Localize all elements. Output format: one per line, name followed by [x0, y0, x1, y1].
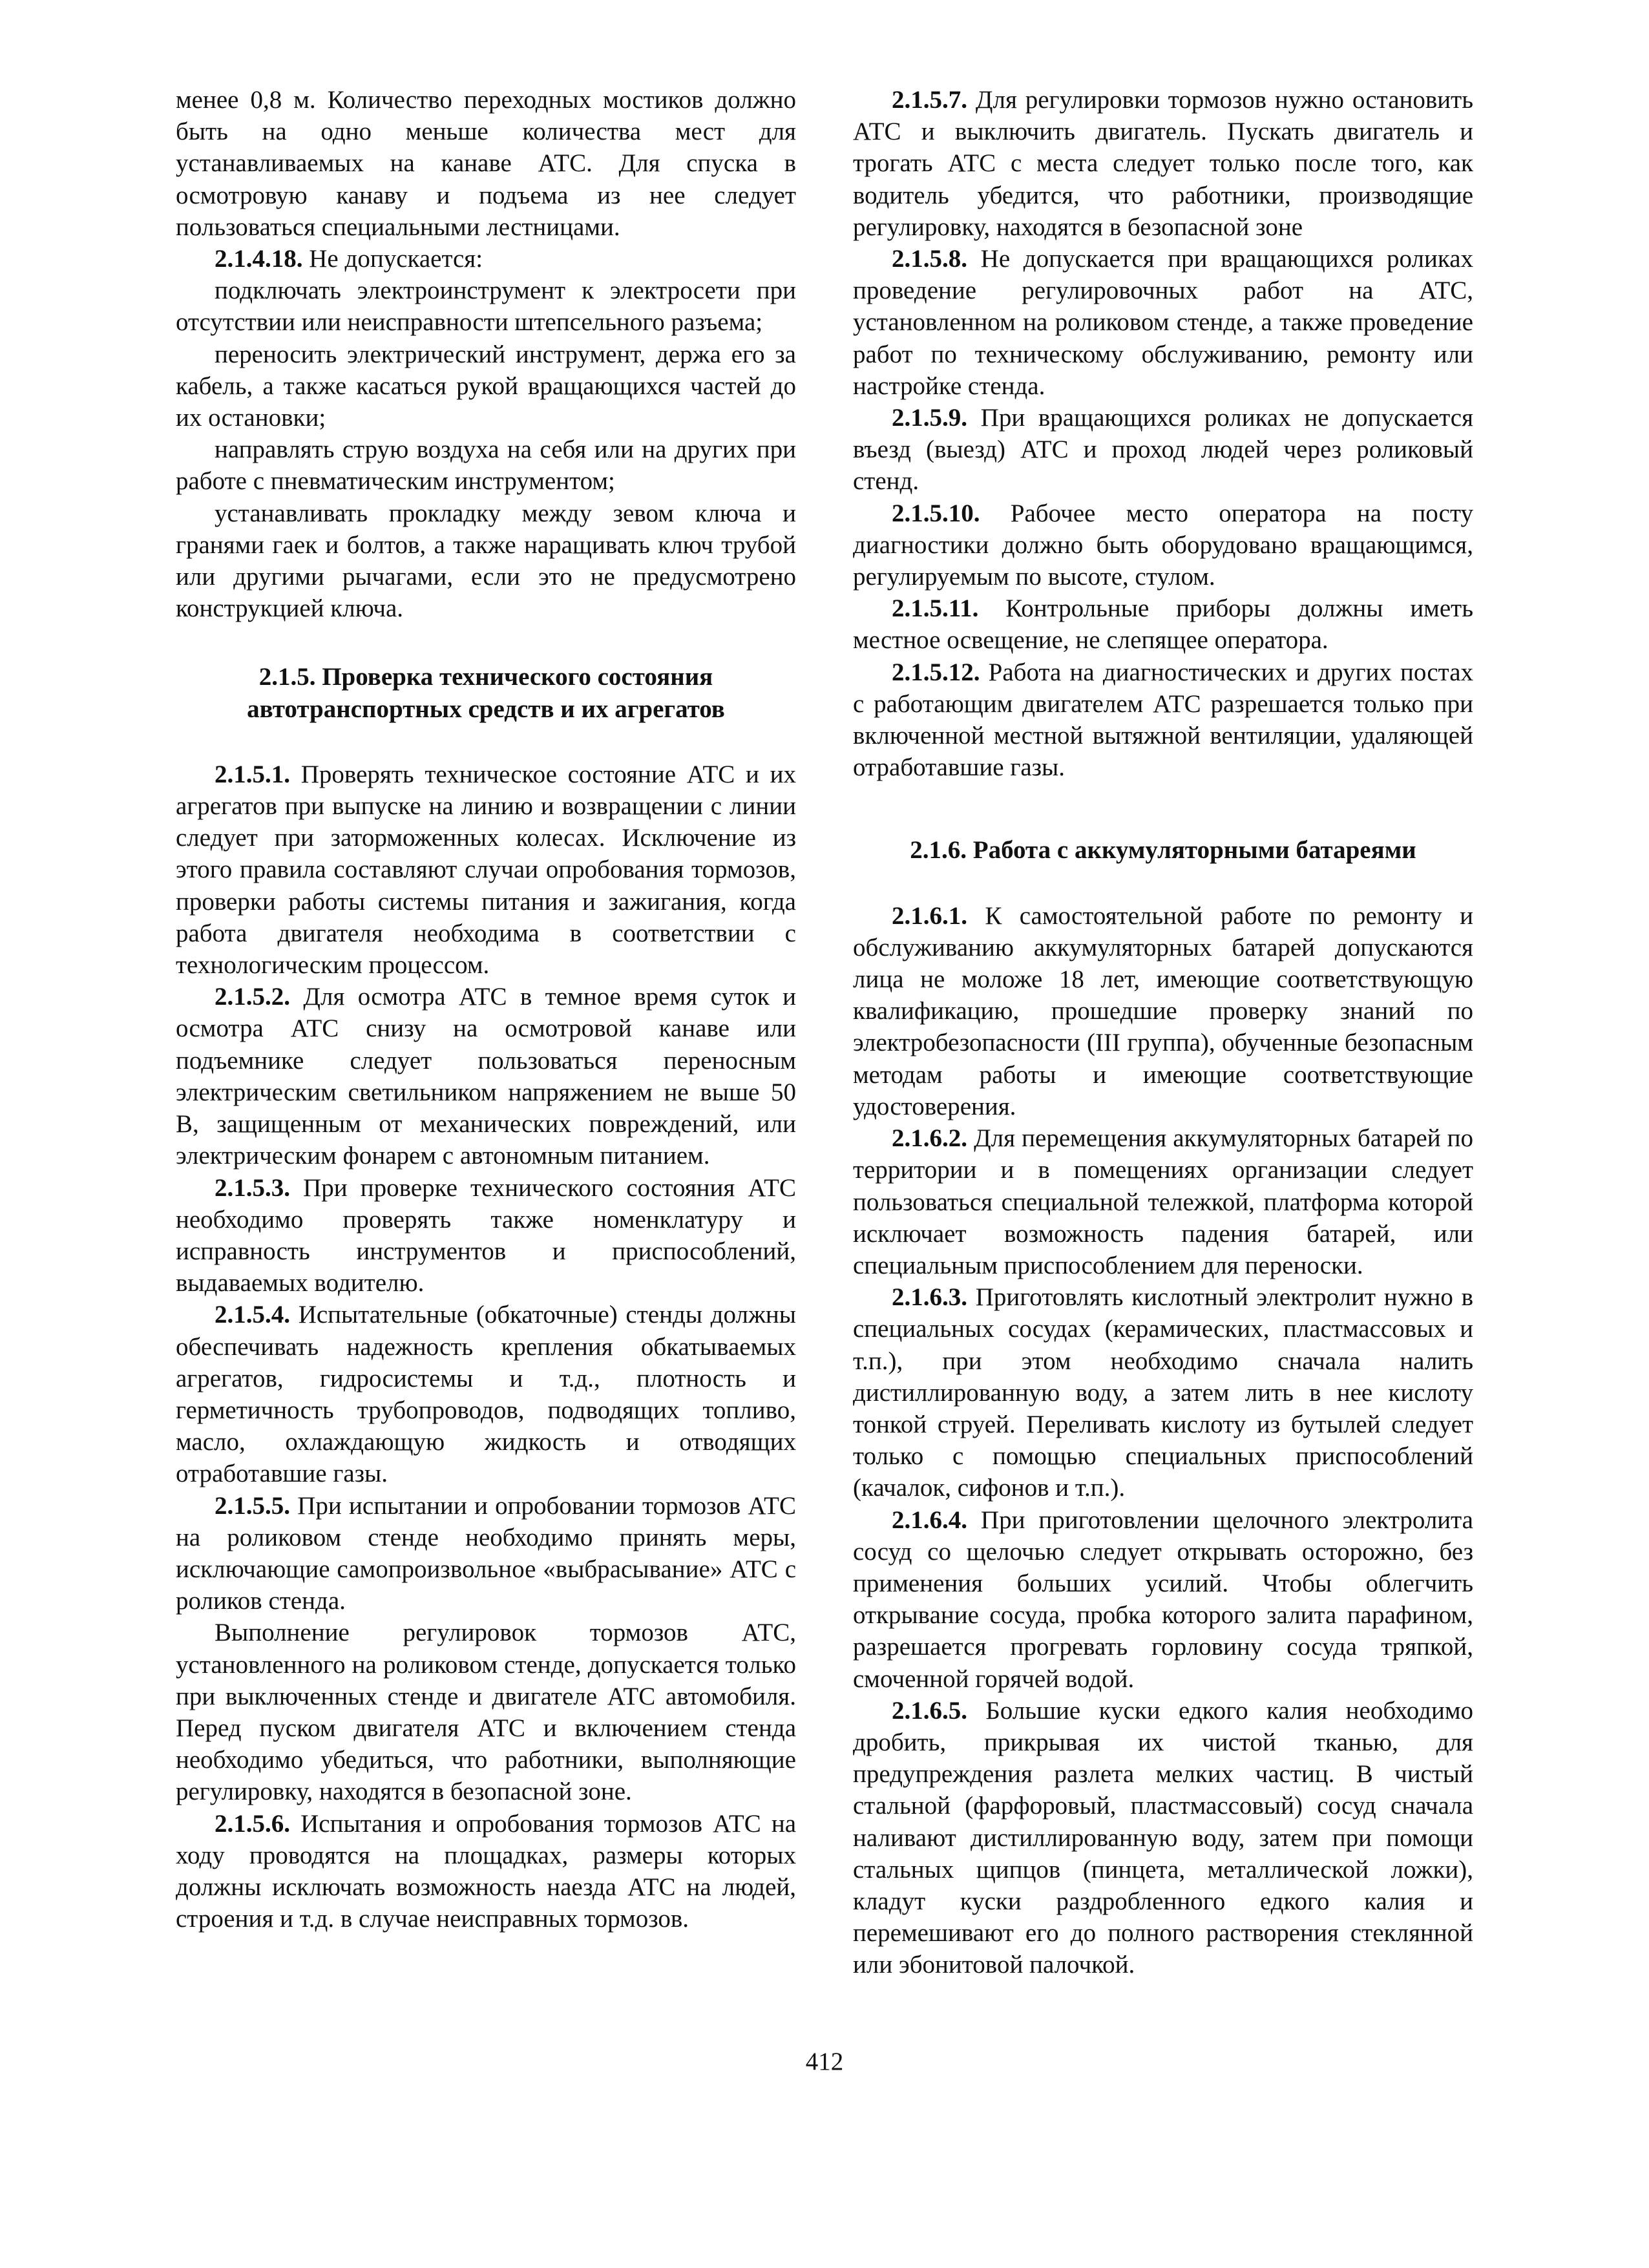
clause-paragraph — [853, 84, 1473, 243]
clause-number: 2.1.6.4. — [892, 1506, 967, 1534]
clause-number: 2.1.4.18. — [215, 245, 303, 273]
clause-number: 2.1.5.2. — [215, 983, 290, 1011]
paragraph-text: Приготовлять кислотный электролит нужно в специальных сосудах (керамических, пластмассовых и т.п.), при этом необходимо сначала налить дистиллированную воду, а затем лить в нее кислоту тонкой струей. Переливать кислоту из бутылей следует только с помощью специальных приспособлений (качалок, сифонов и т.п.). — [853, 1283, 1473, 1502]
clause-number: 2.1.5.10. — [892, 499, 980, 527]
clause-number: 2.1.5.5. — [215, 1491, 290, 1520]
section-heading-line: 2.1.6. Работа с аккумуляторными батареями — [910, 836, 1416, 865]
paragraph-text: При испытании и опробовании тормозов АТС на роликовом стенде необходимо принять меры, исключающие самопроизвольное «выбрасывание» АТС с роликов стенда. — [176, 1491, 796, 1615]
paragraph-text: устанавливать прокладку между зевом ключа и гранями гаек и болтов, а также наращивать ключ трубой или другими рычагами, если это не предусмотрено конструкцией ключа. — [176, 499, 796, 623]
page-number: 412 — [805, 2048, 844, 2075]
paragraph-text: Для регулировки тормозов нужно остановить АТС и выключить двигатель. Пускать двигатель и трогать АТС с места следует только после того, как водитель убедится, что работники, производящие регулировку, находятся в безопасной зоне — [853, 86, 1473, 241]
section-heading — [176, 661, 796, 724]
clause-number: 2.1.5.3. — [215, 1173, 290, 1202]
paragraph-text: менее 0,8 м. Количество переходных мостиков должно быть на одно меньше количества мест для устанавливаемых на канаве АТС. Для спуска в осмотровую канаву и подъема из нее следует пользоваться специальными лестницами. — [176, 86, 796, 241]
text-paragraph — [176, 498, 796, 625]
clause-paragraph — [853, 1122, 1473, 1281]
section-heading-line: 2.1.5. Проверка технического состояния — [258, 663, 713, 691]
paragraph-text: подключать электроинструмент к электросети при отсутствии или неисправности штепсельного разъема; — [176, 277, 796, 337]
clause-number: 2.1.6.5. — [892, 1696, 967, 1725]
clause-paragraph — [176, 1172, 796, 1299]
clause-paragraph — [176, 1808, 796, 1935]
section-heading — [853, 834, 1473, 866]
clause-paragraph — [176, 1299, 796, 1489]
paragraph-text: переносить электрический инструмент, держа его за кабель, а также касаться рукой вращающихся частей до их остановки; — [176, 340, 796, 432]
text-paragraph — [176, 339, 796, 434]
clause-paragraph — [176, 981, 796, 1171]
text-paragraph — [176, 434, 796, 497]
clause-paragraph — [853, 402, 1473, 498]
clause-paragraph — [853, 656, 1473, 784]
clause-number: 2.1.6.3. — [892, 1283, 967, 1312]
paragraph-text: При приготовлении щелочного электролита сосуд со щелочью следует открывать осторожно, без применения больших усилий. Чтобы облегчить открывание сосуда, пробка которого залита парафином, разрешается прогревать горловину сосуда тряпкой, смоченной горячей водой. — [853, 1506, 1473, 1693]
clause-number: 2.1.6.1. — [892, 901, 967, 930]
paragraph-text: Работа на диагностических и других постах с работающим двигателем АТС разрешается только при включенной местной вытяжной вентиляции, удаляющей отработавшие газы. — [853, 658, 1474, 782]
paragraph-text: Для перемещения аккумуляторных батарей по территории и в помещениях организации следует пользоваться специальной тележкой, платформа которой исключает возможность падения батарей, или специальным приспособлением для переноски. — [853, 1124, 1474, 1279]
clause-number: 2.1.6.2. — [892, 1124, 967, 1153]
clause-number: 2.1.5.6. — [215, 1809, 290, 1838]
text-paragraph — [176, 1617, 796, 1807]
paragraph-text: Для осмотра АТС в темное время суток и осмотра АТС снизу на осмотровой канаве или подъемнике следует пользоваться переносным электрическим светильником напряжением не выше 50 В, защищенным от механических повреждений, или электрическим фонарем с автономным питанием. — [176, 983, 797, 1170]
paragraph-text: Испытания и опробования тормозов АТС на ходу проводятся на площадках, размеры которых должны исключать возможность наезда АТС на людей, строения и т.д. в случае неисправных тормозов. — [176, 1809, 797, 1933]
clause-number: 2.1.5.11. — [892, 594, 979, 623]
clause-paragraph — [853, 593, 1473, 656]
paragraph-text: При проверке технического состояния АТС необходимо проверять также номенклатуру и исправность инструментов и приспособлений, выдаваемых водителю. — [176, 1173, 796, 1297]
clause-number: 2.1.5.1. — [215, 760, 290, 788]
clause-paragraph — [176, 759, 796, 981]
paragraph-text: Выполнение регулировок тормозов АТС, установленного на роликовом стенде, допускается только при выключенных стенде и двигателе АТС автомобиля. Перед пуском двигателя АТС и включением стенда необходимо убедиться, что работники, выполняющие регулировку, находятся в безопасной зоне. — [176, 1619, 796, 1806]
paragraph-text: Не допускается при вращающихся роликах проведение регулировочных работ на АТС, установленном на роликовом стенде, а также проведение работ по техническому обслуживанию, ремонту или настройке стенда. — [853, 245, 1474, 400]
paragraph-text: Проверять техническое состояние АТС и их агрегатов при выпуске на линию и возвращении с линии следует при заторможенных колесах. Исключение из этого правила составляют случаи опробования тормозов, проверки работы системы питания и зажигания, когда работа двигателя необходима в соответствии с технологическим процессом. — [176, 760, 797, 980]
paragraph-text: При вращающихся роликах не допускается въезд (выезд) АТС и проход людей через роликовый стенд. — [853, 404, 1474, 496]
clause-number: 2.1.5.12. — [892, 658, 980, 686]
paragraph-text: Контрольные приборы должны иметь местное освещение, не слепящее оператора. — [853, 594, 1474, 655]
clause-number: 2.1.5.4. — [215, 1301, 290, 1329]
section-heading-line: автотранспортных средств и их агрегатов — [247, 695, 725, 723]
paragraph-text: К самостоятельной работе по ремонту и обслуживанию аккумуляторных батарей допускаются лица не моложе 18 лет, имеющие соответствующую квалификацию, прошедшие проверку знаний по электробезопасности (III группа), обученные безопасным методам работы и имеющие соответствующие удостоверения. — [853, 901, 1474, 1120]
clause-paragraph — [853, 1695, 1473, 1981]
right-column — [853, 84, 1473, 1981]
clause-number: 2.1.5.8. — [892, 245, 967, 273]
clause-paragraph — [176, 243, 796, 275]
text-paragraph — [176, 84, 796, 243]
clause-paragraph — [853, 498, 1473, 593]
left-column — [176, 84, 796, 1935]
clause-paragraph — [853, 900, 1473, 1122]
clause-number: 2.1.5.7. — [892, 86, 967, 114]
clause-paragraph — [853, 1281, 1473, 1504]
clause-paragraph — [853, 1504, 1473, 1695]
text-paragraph — [176, 275, 796, 338]
clause-paragraph — [853, 243, 1473, 402]
paragraph-text: Рабочее место оператора на посту диагностики должно быть оборудовано вращающимся, регулируемым по высоте, стулом. — [853, 499, 1473, 591]
paragraph-text: Большие куски едкого калия необходимо дробить, прикрывая их чистой тканью, для предупреждения разлета мелких частиц. В чистый стальной (фарфоровый, пластмассовый) сосуд сначала наливают дистиллированную воду, затем при помощи стальных щипцов (пинцета, металлической ложки), кладут куски раздробленного едкого калия и перемешивают его до полного растворения стеклянной или эбонитовой палочкой. — [853, 1696, 1474, 1979]
paragraph-text: Не допускается: — [309, 245, 483, 273]
paragraph-text: Испытательные (обкаточные) стенды должны обеспечивать надежность крепления обкатываемых агрегатов, гидросистемы и т.д., плотность и герметичность трубопроводов, подводящих топливо, масло, охлаждающую жидкость и отводящих отработавшие газы. — [176, 1301, 796, 1488]
clause-paragraph — [176, 1490, 796, 1617]
paragraph-text: направлять струю воздуха на себя или на других при работе с пневматическим инструментом; — [176, 436, 796, 496]
clause-number: 2.1.5.9. — [892, 404, 967, 432]
